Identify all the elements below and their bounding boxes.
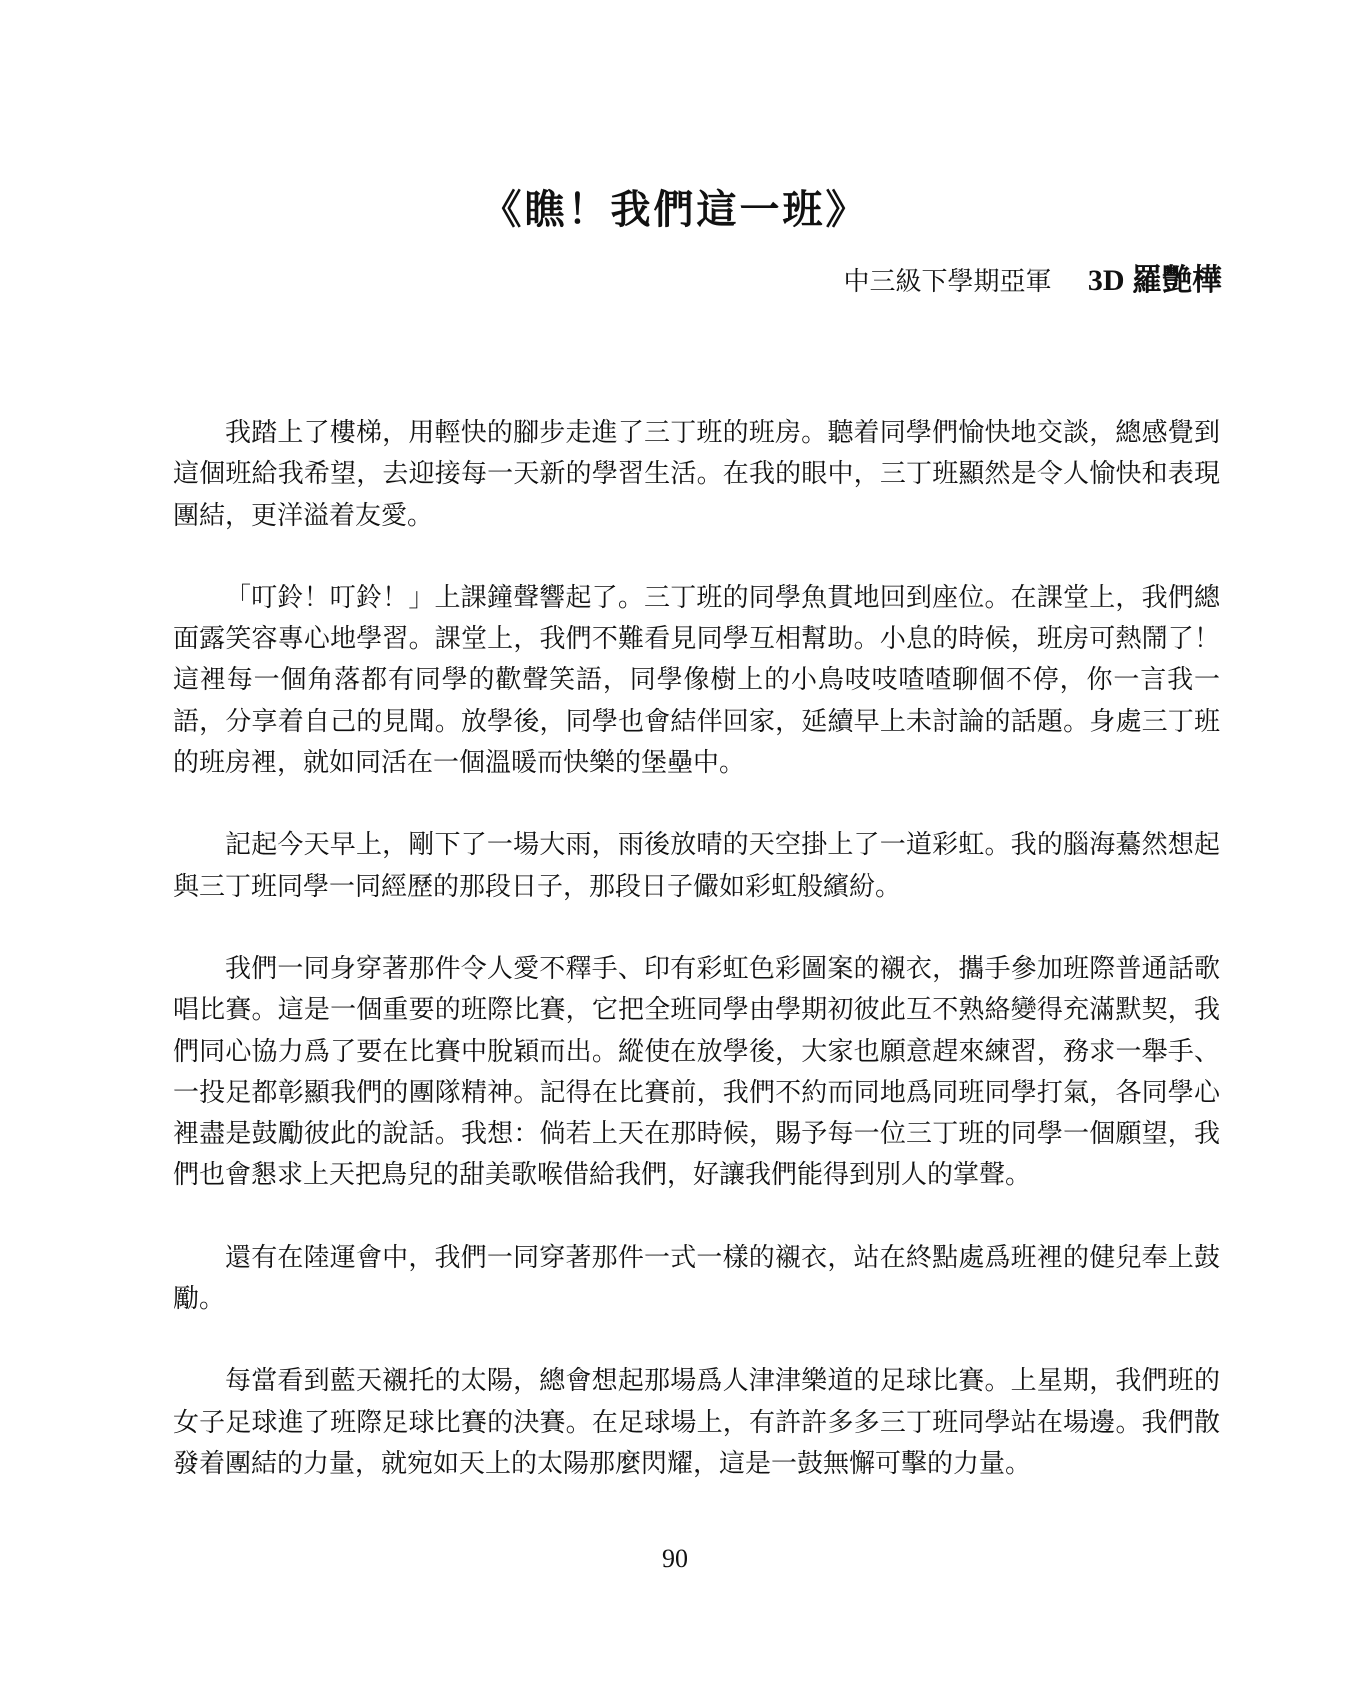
page-number: 90 <box>662 1544 688 1573</box>
paragraph-1: 我踏上了樓梯，用輕快的腳步走進了三丁班的班房。聽着同學們愉快地交談，總感覺到這個班給我希望，去迎接每一天新的學習生活。在我的眼中，三丁班顯然是令人愉快和表現團結，更洋溢着友愛。 <box>173 418 1220 531</box>
article-body <box>173 413 1220 1526</box>
paragraph-3: 記起今天早上，剛下了一場大雨，雨後放晴的天空掛上了一道彩虹。我的腦海驀然想起與三丁班同學一同經歷的那段日子，那段日子儼如彩虹般繽紛。 <box>173 830 1220 902</box>
paragraph-5: 還有在陸運會中，我們一同穿著那件一式一樣的襯衣，站在終點處爲班裡的健兒奉上鼓勵。 <box>173 1242 1220 1315</box>
paragraph-2: 「叮鈴！叮鈴！」上課鐘聲響起了。三丁班的同學魚貫地回到座位。在課堂上，我們總面露笑容專心地學習。課堂上，我們不難看見同學互相幫助。小息的時候，班房可熱鬧了！這裡每一個角落都有同學的歡聲笑語，同學像樹上的小鳥吱吱喳喳聊個不停，你一言我一語，分享着自己的見聞。放學後，同學也會結伴回家，延續早上未討論的話題。身處三丁班的班房裡，就如同活在一個溫暖而快樂的堡壘中。 <box>173 582 1220 779</box>
paragraph-4: 我們一同身穿著那件令人愛不釋手、印有彩虹色彩圖案的襯衣，攜手參加班際普通話歌唱比賽。這是一個重要的班際比賽，它把全班同學由學期初彼此互不熟絡變得充滿默契，我們同心協力爲了要在比賽中脫穎而出。縱使在放學後，大家也願意趕來練習，務求一舉手、一投足都彰顯我們的團隊精神。記得在比賽前，我們不約而同地爲同班同學打氣，各同學心裡盡是鼓勵彼此的說話。我想：倘若上天在那時候，賜予每一位三丁班的同學一個願望，我們也會懇求上天把鳥兒的甜美歌喉借給我們，好讓我們能得到別人的掌聲。 <box>173 953 1220 1191</box>
byline <box>844 264 1222 299</box>
award-label: 中三級下學期亞軍 <box>843 267 1052 297</box>
author-name: 3D 羅艷樺 <box>1087 264 1222 297</box>
page-title: 《瞧！我們這一班》 <box>481 186 869 233</box>
paragraph-6: 每當看到藍天襯托的太陽，總會想起那場爲人津津樂道的足球比賽。上星期，我們班的女子足球進了班際足球比賽的決賽。在足球場上，有許許多多三丁班同學站在場邊。我們散發着團結的力量，就宛如天上的太陽那麼閃耀，這是一鼓無懈可擊的力量。 <box>173 1366 1220 1479</box>
